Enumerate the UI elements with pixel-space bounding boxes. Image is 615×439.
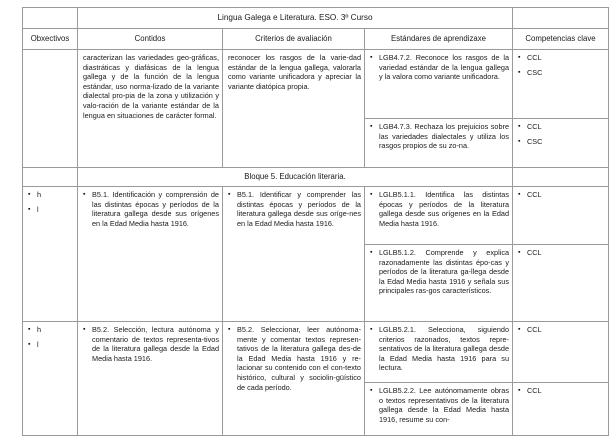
standard-cell bbox=[365, 245, 513, 322]
competencia-label: CCL bbox=[527, 190, 542, 199]
continuation-row bbox=[23, 50, 609, 119]
obxectivo-label: l bbox=[37, 339, 39, 349]
contido-cell bbox=[78, 322, 223, 436]
standard-item bbox=[370, 122, 509, 151]
block-title: Bloque 5. Educación literaria. bbox=[78, 168, 513, 187]
bullet-icon: ▪ bbox=[370, 249, 373, 256]
standard-code: LGLB5.2.1. bbox=[379, 325, 416, 334]
criterio-text: Identificar y comprender las distintas épocas y períodos de la literatura gallega desde sus oríge-nes en la Edad Media hasta 1916. bbox=[237, 190, 361, 228]
bullet-icon: ▪ bbox=[370, 123, 373, 130]
bullet-icon: ▪ bbox=[28, 205, 31, 213]
competencia-label: CCL bbox=[527, 122, 542, 131]
col-header-competencias: Competencias clave bbox=[513, 29, 609, 50]
competencia-item bbox=[518, 386, 605, 396]
competencias-cell bbox=[513, 322, 609, 383]
bullet-icon: ▪ bbox=[518, 123, 521, 130]
criterio-item bbox=[228, 325, 361, 392]
continuation-criterios: reconocer los rasgos de la varie-dad estándar de la lengua gallega, valorarla como variante unificadora y apreciar la variante diatópica propia. bbox=[223, 50, 365, 168]
standard-item bbox=[370, 386, 509, 424]
bullet-icon: ▪ bbox=[28, 340, 31, 348]
standard-item bbox=[370, 248, 509, 296]
competencias-cell bbox=[513, 187, 609, 245]
competencias-cell bbox=[513, 50, 609, 119]
bullet-icon: ▪ bbox=[228, 191, 231, 198]
bullet-icon: ▪ bbox=[518, 68, 521, 76]
competencia-item bbox=[518, 248, 605, 258]
bullet-icon: ▪ bbox=[228, 326, 231, 333]
standard-cell bbox=[365, 50, 513, 119]
bullet-icon: ▪ bbox=[28, 326, 31, 333]
standard-cell bbox=[365, 119, 513, 168]
standard-text: Comprende y explica razonadamente las distintas épo-cas y períodos de la literatura ga-llega desde la Edad Media hasta 1916 y señala sus principales ras-gos característicos. bbox=[379, 248, 510, 296]
standard-code: LGB4.7.2. bbox=[379, 53, 412, 62]
standard-item bbox=[370, 325, 509, 373]
bullet-icon: ▪ bbox=[370, 54, 373, 61]
competencias-cell bbox=[513, 245, 609, 322]
standard-text: Rechaza los prejuicios sobre las variedades dialectales y utiliza los rasgos propios de su zo-na. bbox=[379, 122, 510, 151]
standard-cell bbox=[365, 322, 513, 383]
standard-cell bbox=[365, 383, 513, 436]
contido-item bbox=[83, 325, 219, 363]
obxectivo-item bbox=[28, 190, 74, 200]
competencia-item bbox=[518, 190, 605, 200]
bullet-icon: ▪ bbox=[518, 54, 521, 61]
obxectivo-label: h bbox=[37, 190, 42, 199]
block-right-blank bbox=[513, 168, 609, 187]
column-header-row bbox=[23, 29, 609, 50]
continuation-obxectivos bbox=[23, 50, 78, 168]
curriculum-table bbox=[22, 7, 609, 436]
criterio-code: B5.2. bbox=[237, 325, 255, 334]
contido-code: B5.2. bbox=[92, 325, 110, 334]
competencia-label: CCL bbox=[527, 53, 542, 62]
bullet-icon: ▪ bbox=[370, 387, 373, 394]
standard-code: LGLB5.1.2. bbox=[379, 248, 416, 257]
contido-code: B5.1. bbox=[92, 190, 110, 199]
competencias-cell bbox=[513, 383, 609, 436]
contido-cell bbox=[78, 187, 223, 322]
bullet-icon: ▪ bbox=[370, 326, 373, 333]
block-left-blank bbox=[23, 168, 78, 187]
standard-item bbox=[370, 53, 509, 82]
col-header-criterios: Criterios de avaliación bbox=[223, 29, 365, 50]
criterio-cell bbox=[223, 187, 365, 322]
competencias-cell bbox=[513, 119, 609, 168]
competencia-label: CCL bbox=[527, 386, 542, 395]
standard-text: Lee autónomamente obras o textos representativos de la literatura gallega desde la Edad Media hasta 1916, resume su con- bbox=[379, 386, 510, 424]
block-title-row bbox=[23, 168, 609, 187]
content-row-b5-1 bbox=[23, 187, 609, 245]
contido-text: Selección, lectura autónoma y comentario de textos representa-tivos de la literatura gallega desde la Edad Media hasta 1916. bbox=[92, 325, 219, 363]
criterio-cell bbox=[223, 322, 365, 436]
obxectivos-cell bbox=[23, 187, 78, 322]
title-right-blank bbox=[513, 8, 609, 29]
obxectivo-item bbox=[28, 340, 74, 350]
col-header-estandares: Estándares de aprendizaxe bbox=[365, 29, 513, 50]
standard-code: LGB4.7.3. bbox=[379, 122, 412, 131]
criterio-item bbox=[228, 190, 361, 228]
bullet-icon: ▪ bbox=[518, 249, 521, 256]
standard-code: LGLB5.2.2. bbox=[379, 386, 416, 395]
competencia-item bbox=[518, 53, 605, 63]
table-title: Lingua Galega e Literatura. ESO. 3º Curso bbox=[78, 8, 513, 29]
content-row-b5-2 bbox=[23, 322, 609, 383]
criterio-text: Seleccionar, leer autónoma-mente y comentar textos represen-tativos de la literatura gallega des-de la Edad Media hasta 1916 y re-lacionar su contenido con el con-texto histórico, cultural y sociolin-güístico de cada período. bbox=[237, 325, 361, 392]
competencia-item bbox=[518, 325, 605, 335]
bullet-icon: ▪ bbox=[370, 191, 373, 198]
standard-text: Reconoce los rasgos de la variedad estándar de la lengua gallega y la valora como variante unificadora. bbox=[379, 53, 510, 82]
obxectivo-label: l bbox=[37, 204, 39, 214]
competencia-label: CSC bbox=[527, 136, 543, 146]
obxectivo-item bbox=[28, 205, 74, 215]
obxectivo-label: h bbox=[37, 325, 42, 334]
bullet-icon: ▪ bbox=[83, 326, 86, 333]
bullet-icon: ▪ bbox=[83, 191, 86, 198]
col-header-obxectivos: Obxectivos bbox=[23, 29, 78, 50]
standard-cell bbox=[365, 187, 513, 245]
bullet-icon: ▪ bbox=[518, 191, 521, 198]
obxectivos-cell bbox=[23, 322, 78, 436]
col-header-contidos: Contidos bbox=[78, 29, 223, 50]
standard-text: Selecciona, siguiendo criterios razonados, textos repre-sentativos de la literatura gallega desde la Edad Media hasta 1916 para su lectura. bbox=[379, 325, 510, 373]
competencia-label: CCL bbox=[527, 325, 542, 334]
obxectivo-item bbox=[28, 325, 74, 335]
competencia-label: CSC bbox=[527, 67, 543, 77]
continuation-contidos: caracterizan las variedades geo-gráficas, diastráticas y diafásicas de la lengua gallega y de la función de la lengua estándar, uso norma-lizado de la variante dialectal pro-pia de la zona y utilización y valo-ración de la variante estándar de la lengua en situaciones de carácter formal. bbox=[78, 50, 223, 168]
title-left-blank bbox=[23, 8, 78, 29]
bullet-icon: ▪ bbox=[518, 326, 521, 333]
competencia-item bbox=[518, 68, 605, 78]
criterio-code: B5.1. bbox=[237, 190, 255, 199]
bullet-icon: ▪ bbox=[518, 137, 521, 145]
contido-item bbox=[83, 190, 219, 228]
competencia-item bbox=[518, 137, 605, 147]
competencia-label: CCL bbox=[527, 248, 542, 257]
standard-code: LGLB5.1.1. bbox=[379, 190, 416, 199]
bullet-icon: ▪ bbox=[28, 191, 31, 198]
standard-text: Identifica las distintas épocas y períodos de la literatura gallega desde sus orígenes en la Edad Media hasta 1916. bbox=[379, 190, 510, 228]
title-row bbox=[23, 8, 609, 29]
contido-text: Identificación y comprensión de las distintas épocas y períodos de la literatura gallega desde sus orígenes en la Edad Media hasta 1916. bbox=[92, 190, 219, 228]
bullet-icon: ▪ bbox=[518, 387, 521, 394]
standard-item bbox=[370, 190, 509, 228]
competencia-item bbox=[518, 122, 605, 132]
